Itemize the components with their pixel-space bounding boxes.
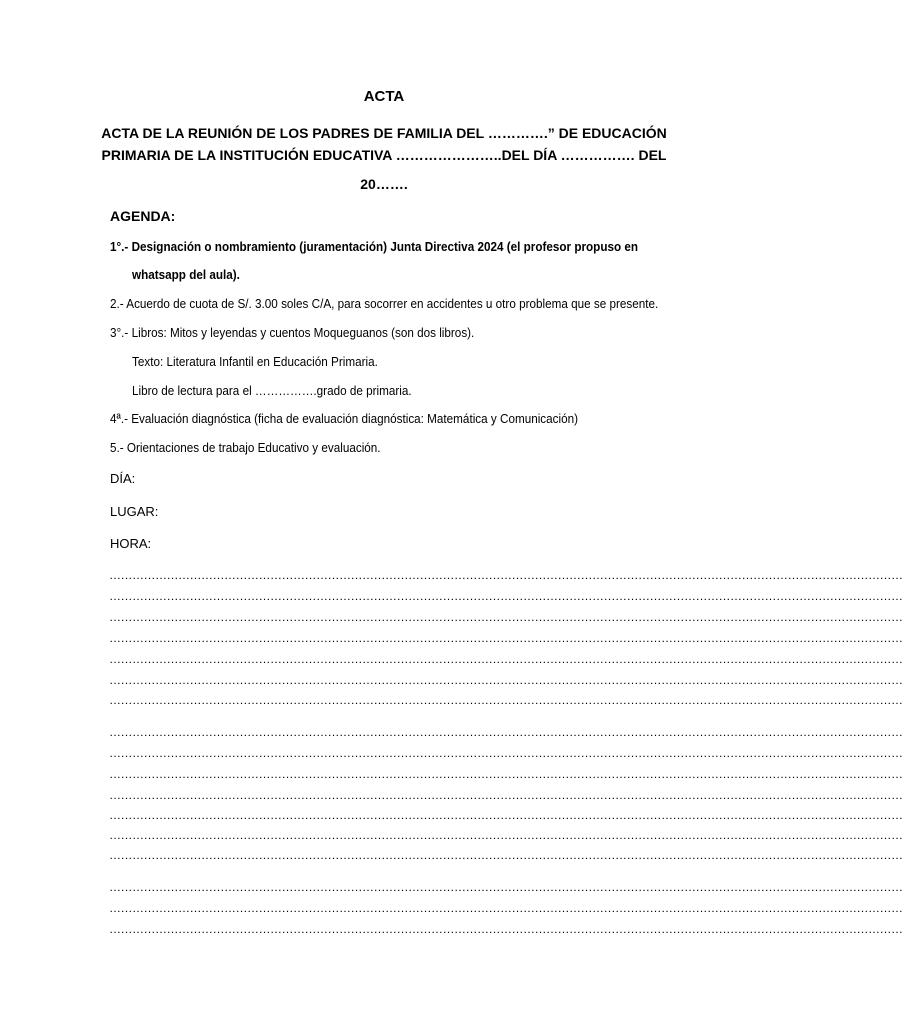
- agenda-item-3-reading-book: Libro de lectura para el …………….grado de primaria.: [132, 383, 412, 398]
- dotted-line: ………………………………………………………………………………………………………………………………………………………………………………………: [109, 652, 903, 666]
- agenda-item-1-line-1: 1°.- Designación o nombramiento (juramentación) Junta Directiva 2024 (el profesor propuso en: [110, 239, 639, 254]
- dotted-line: ………………………………………………………………………………………………………………………………………………………………………………………: [109, 693, 903, 707]
- agenda-item-5: 5.- Orientaciones de trabajo Educativo y evaluación.: [110, 440, 381, 455]
- hora-label: HORA:: [110, 536, 152, 551]
- dotted-line: ………………………………………………………………………………………………………………………………………………………………………………………: [109, 589, 903, 603]
- agenda-item-3-text: Texto: Literatura Infantil en Educación Primaria.: [132, 354, 378, 369]
- dotted-line: ………………………………………………………………………………………………………………………………………………………………………………………: [109, 880, 903, 894]
- dotted-line: ………………………………………………………………………………………………………………………………………………………………………………………: [109, 568, 903, 582]
- agenda-item-1: [110, 239, 697, 254]
- document-title: ACTA: [363, 88, 405, 105]
- agenda-item-4: 4ª.- Evaluación diagnóstica (ficha de evaluación diagnóstica: Matemática y Comunicación): [110, 411, 579, 426]
- dotted-line: ………………………………………………………………………………………………………………………………………………………………………………………: [109, 848, 903, 862]
- subtitle-line-1: ACTA DE LA REUNIÓN DE LOS PADRES DE FAMILIA DEL ………….” DE EDUCACIÓN: [101, 125, 667, 141]
- dotted-line: ………………………………………………………………………………………………………………………………………………………………………………………: [109, 631, 903, 645]
- dia-label: DÍA:: [110, 471, 136, 486]
- agenda-item-1-cont: [132, 267, 252, 282]
- agenda-item-1-line-2: whatsapp del aula).: [132, 267, 240, 282]
- lugar-label: LUGAR:: [110, 504, 159, 519]
- dotted-line: ………………………………………………………………………………………………………………………………………………………………………………………: [109, 901, 903, 915]
- dotted-line: ………………………………………………………………………………………………………………………………………………………………………………………: [109, 828, 903, 842]
- dotted-line: ………………………………………………………………………………………………………………………………………………………………………………………: [109, 808, 903, 822]
- dotted-line: ………………………………………………………………………………………………………………………………………………………………………………………: [109, 746, 903, 760]
- subtitle-line-3: 20…….: [360, 176, 408, 192]
- dotted-line: ………………………………………………………………………………………………………………………………………………………………………………………: [109, 610, 903, 624]
- dotted-line: ………………………………………………………………………………………………………………………………………………………………………………………: [109, 767, 903, 781]
- agenda-heading: AGENDA:: [110, 208, 176, 224]
- dotted-line: ………………………………………………………………………………………………………………………………………………………………………………………: [109, 922, 903, 936]
- subtitle-line-2: PRIMARIA DE LA INSTITUCIÓN EDUCATIVA …………………..DEL DÍA ……………. DEL: [101, 147, 667, 163]
- dotted-line: ………………………………………………………………………………………………………………………………………………………………………………………: [109, 673, 903, 687]
- agenda-item-3: 3°.- Libros: Mitos y leyendas y cuentos Moqueguanos (son dos libros).: [110, 325, 475, 340]
- dotted-line: ………………………………………………………………………………………………………………………………………………………………………………………: [109, 788, 903, 802]
- dotted-line: ………………………………………………………………………………………………………………………………………………………………………………………: [109, 725, 903, 739]
- document-subtitle: [0, 122, 768, 166]
- agenda-item-2: 2.- Acuerdo de cuota de S/. 3.00 soles C/A, para socorrer en accidentes u otro problema que se presente.: [110, 296, 659, 311]
